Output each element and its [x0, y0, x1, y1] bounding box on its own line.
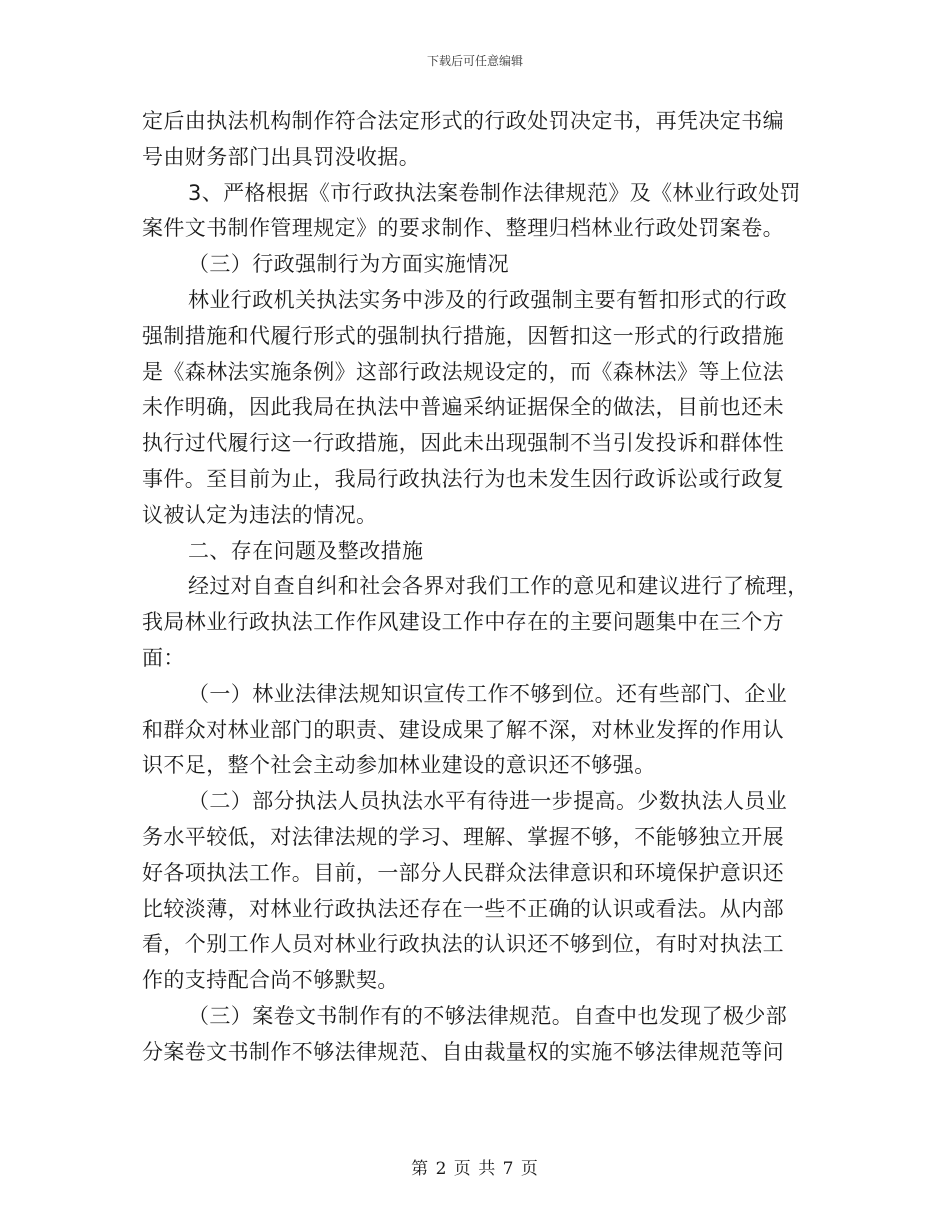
page-header: 下载后可任意编辑 — [426, 54, 523, 68]
paragraph-line: 强制措施和代履行形式的强制执行措施，因暂扣这一形式的行政措施 — [142, 323, 784, 348]
paragraph-line: 执行过代履行这一行政措施，因此未出现强制不当引发投诉和群体性 — [142, 431, 784, 456]
paragraph-line: 务水平较低，对法律法规的学习、理解、掌握不够，不能够独立开展 — [142, 824, 784, 849]
paragraph-line: 作的支持配合尚不够默契。 — [142, 968, 399, 993]
paragraph-line: 我局林业行政执法工作作风建设工作中存在的主要问题集中在三个方 — [142, 610, 784, 635]
paragraph-line: 定后由执法机构制作符合法定形式的行政处罚决定书，再凭决定书编 — [142, 109, 784, 133]
paragraph-line: 面： — [142, 645, 185, 670]
paragraph-line: （三）行政强制行为方面实施情况 — [188, 252, 509, 277]
document-body — [142, 104, 808, 1071]
paragraph-line: （一）林业法律法规知识宣传工作不够到位。还有些部门、企业 — [188, 681, 788, 706]
paragraph-line: 识不足，整个社会主动参加林业建设的意识还不够强。 — [142, 753, 656, 778]
paragraph-line: 分案卷文书制作不够法律规范、自由裁量权的实施不够法律规范等问 — [142, 1039, 784, 1064]
paragraph-line: 比较淡薄，对林业行政执法还存在一些不正确的认识或看法。从内部 — [142, 896, 784, 921]
paragraph-line: （二）部分执法人员执法水平有待进一步提高。少数执法人员业 — [188, 789, 788, 814]
page-footer: 第 2 页 共 7 页 — [411, 1159, 539, 1179]
paragraph-line: 和群众对林业部门的职责、建设成果了解不深，对林业发挥的作用认 — [142, 717, 784, 742]
paragraph-line: 未作明确，因此我局在执法中普遍采纳证据保全的做法，目前也还未 — [142, 395, 784, 420]
paragraph-line: 3、严格根据《市行政执法案卷制作法律规范》及《林业行政处罚 — [188, 180, 801, 205]
paragraph-line: 好各项执法工作。目前，一部分人民群众法律意识和环境保护意识还 — [142, 860, 784, 885]
paragraph-line: 二、存在问题及整改措施 — [188, 538, 424, 563]
paragraph-line: 案件文书制作管理规定》的要求制作、整理归档林业行政处罚案卷。 — [142, 216, 784, 241]
paragraph-line: 议被认定为违法的情况。 — [142, 502, 378, 527]
paragraph-line: 看，个别工作人员对林业行政执法的认识还不够到位，有时对执法工 — [142, 932, 784, 957]
paragraph-line: 号由财务部门出具罚没收据。 — [142, 144, 421, 169]
paragraph-line: 经过对自查自纠和社会各界对我们工作的意见和建议进行了梳理， — [188, 574, 809, 599]
paragraph-line: （三）案卷文书制作有的不够法律规范。自查中也发现了极少部 — [188, 1003, 788, 1028]
paragraph-line: 事件。至目前为止，我局行政执法行为也未发生因行政诉讼或行政复 — [142, 466, 784, 491]
paragraph-line: 林业行政机关执法实务中涉及的行政强制主要有暂扣形式的行政 — [188, 287, 788, 312]
paragraph-line: 是《森林法实施条例》这部行政法规设定的，而《森林法》等上位法 — [142, 359, 784, 384]
